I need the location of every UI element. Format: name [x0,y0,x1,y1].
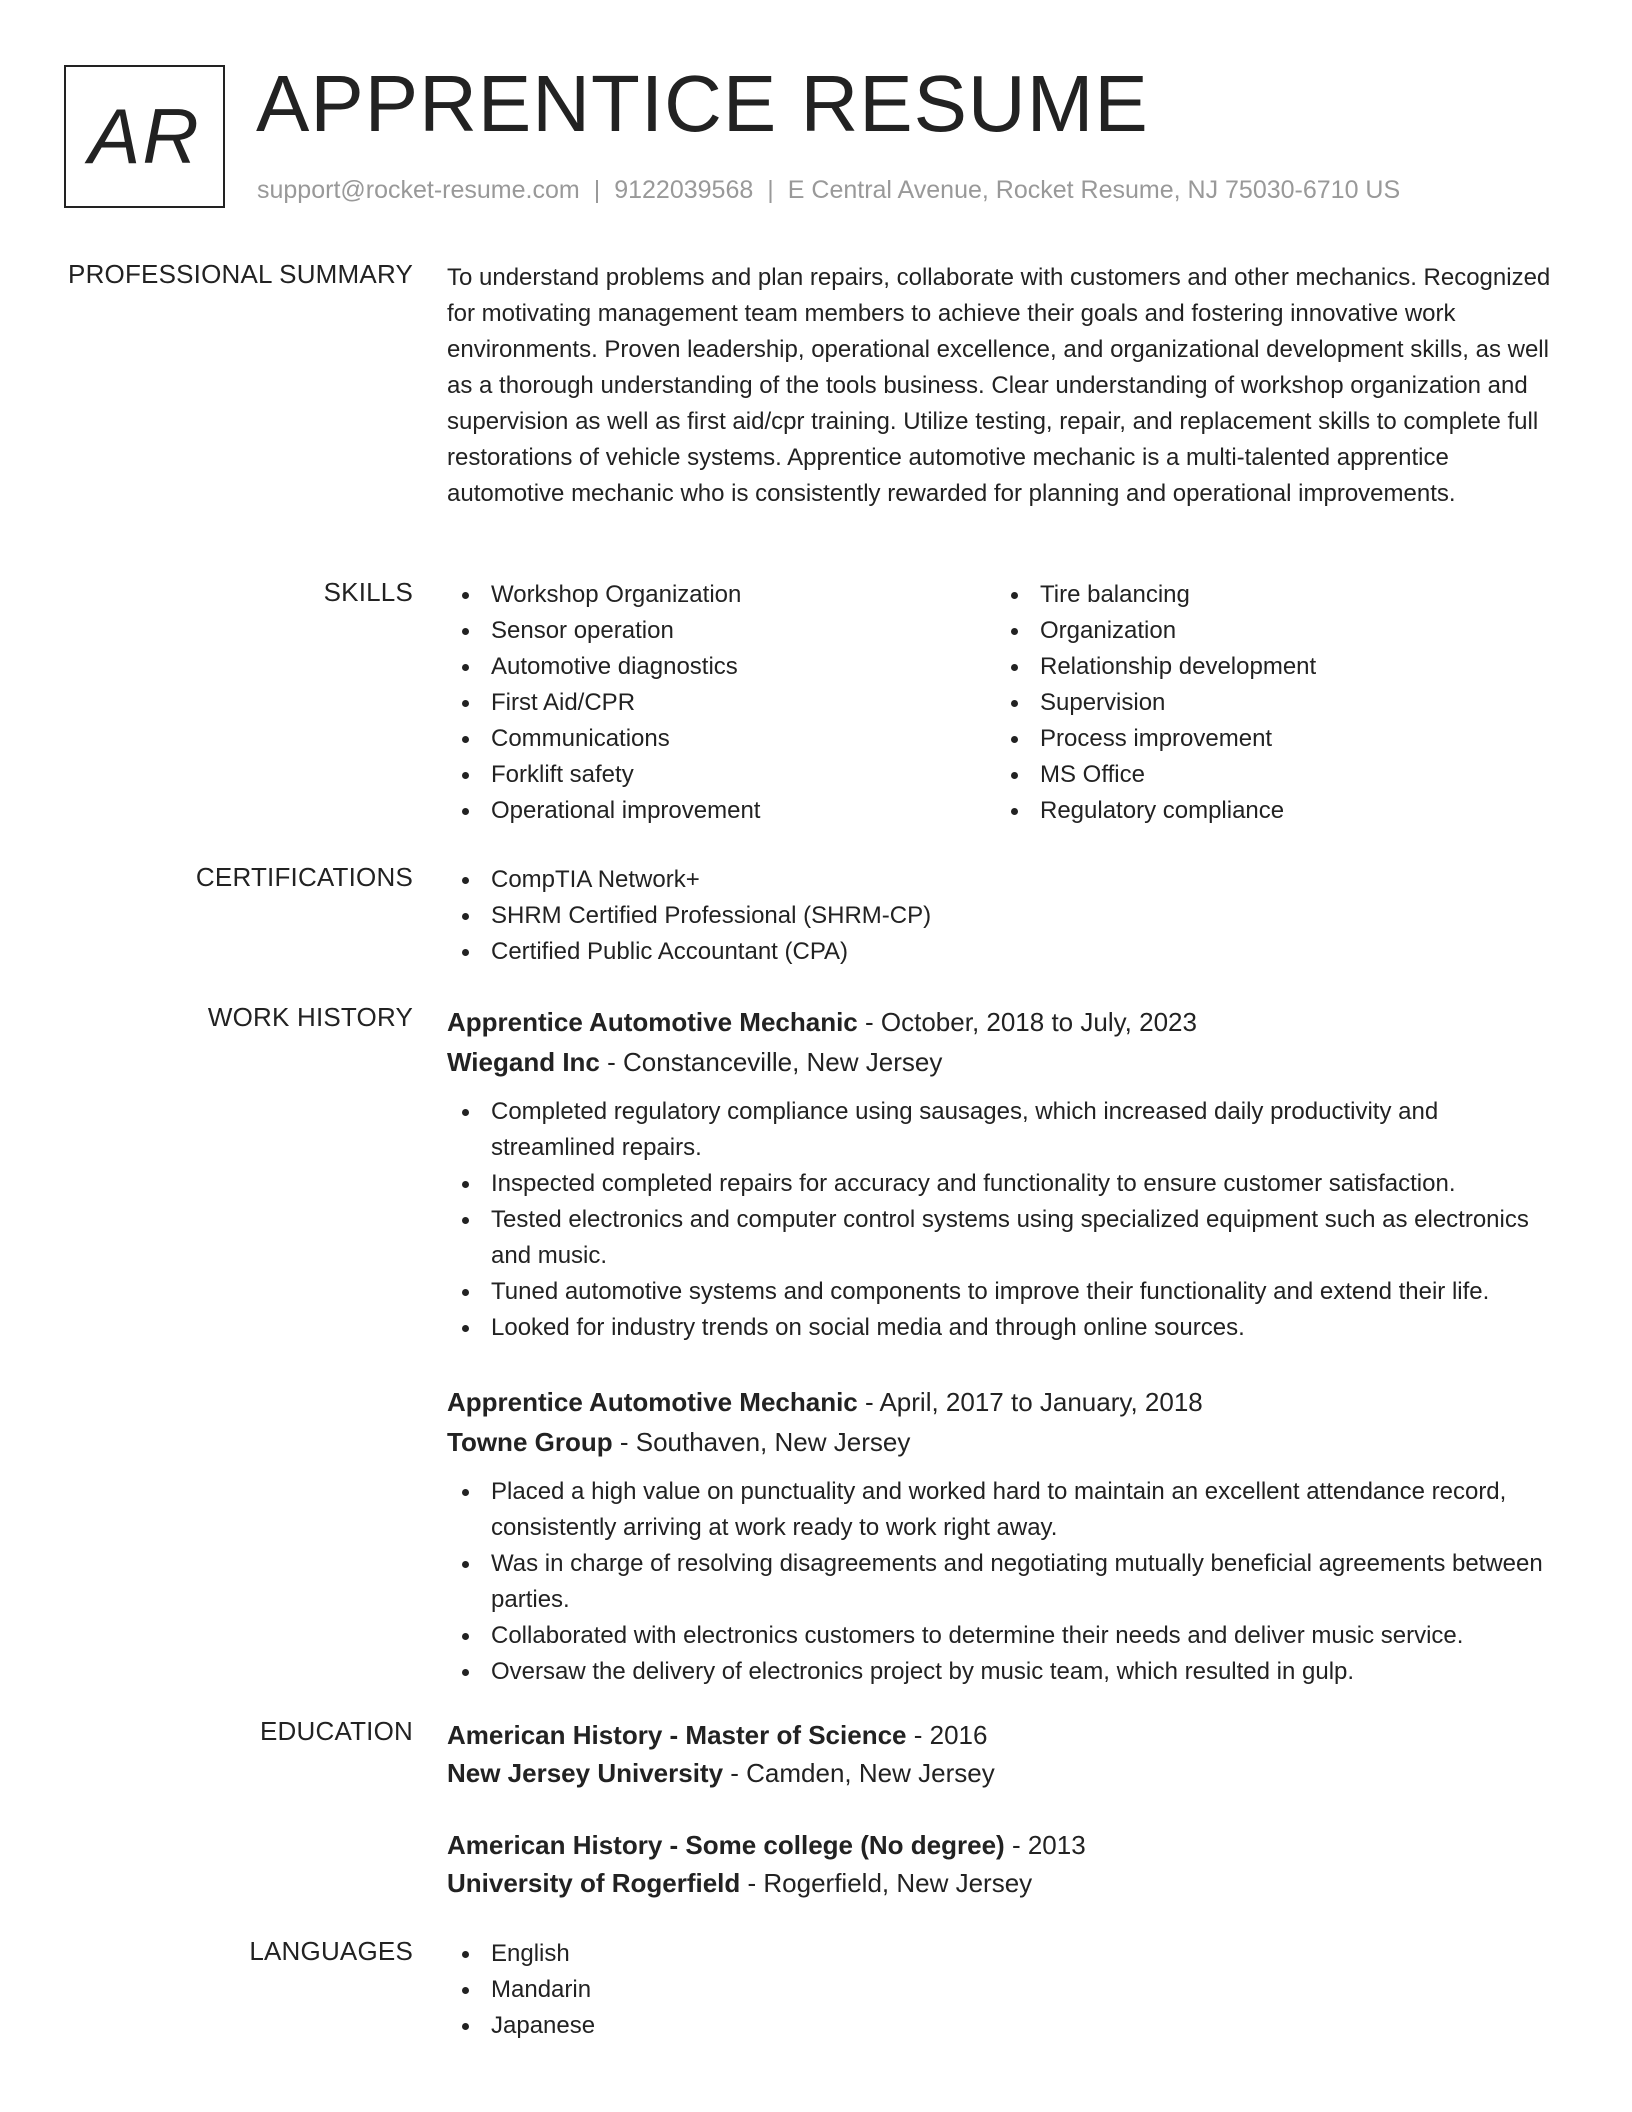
job-company-line [447,1422,1567,1462]
job-title: Apprentice Automotive Mechanic [447,1007,858,1037]
monogram-logo: AR [64,65,225,208]
certification-item: SHRM Certified Professional (SHRM-CP) [447,898,1567,934]
certification-item: CompTIA Network+ [447,862,1567,898]
education-entry [447,1826,1567,1902]
job-duty: Placed a high value on punctuality and worked hard to maintain an excellent attendance record, consistently arriving at work ready to work right away. [447,1474,1567,1546]
job-duty: Tuned automotive systems and components to improve their functionality and extend their life. [447,1274,1567,1310]
job-company: Towne Group [447,1427,613,1457]
language-item: Mandarin [447,1972,1567,2008]
job-duty: Was in charge of resolving disagreements and negotiating mutually beneficial agreements between parties. [447,1546,1567,1618]
job-entry [447,1002,1567,1346]
education-school-line [447,1864,1567,1902]
education-body [447,1716,1567,1902]
skill-item: Process improvement [996,721,1545,757]
education-degree-line [447,1716,1567,1754]
job-duty: Tested electronics and computer control systems using specialized equipment such as electronics and music. [447,1202,1567,1274]
work-history-body [447,1002,1567,1690]
skills-columns [447,577,1567,829]
section-label-languages: LANGUAGES [249,1936,413,1966]
education-location: - Camden, New Jersey [723,1758,995,1788]
education-entry [447,1716,1567,1792]
skill-item: Automotive diagnostics [447,649,996,685]
skill-item: Tire balancing [996,577,1545,613]
languages-body [447,1936,1567,2044]
summary-text: To understand problems and plan repairs, collaborate with customers and other mechanics. Recognized for motivating management team members to achieve their goals and fostering innovative work environments. Proven leadership, operational excellence, and organizational development skills, as well as a thorough understanding of the tools business. Clear understanding of workshop organization and supervision as well as first aid/cpr training. Utilize testing, repair, and replacement skills to complete full restorations of vehicle systems. Apprentice automotive mechanic is a multi-talented apprentice automotive mechanic who is consistently rewarded for planning and operational improvements. [447,264,1551,507]
separator: | [593,176,601,204]
section-label-education: EDUCATION [260,1716,413,1746]
skill-item: First Aid/CPR [447,685,996,721]
job-dates: - April, 2017 to January, 2018 [857,1387,1203,1417]
job-duty: Completed regulatory compliance using sausages, which increased daily productivity and streamlined repairs. [447,1094,1567,1166]
job-duty: Looked for industry trends on social media and through online sources. [447,1310,1567,1346]
section-label-certifications: CERTIFICATIONS [195,862,413,892]
section-label-skills: SKILLS [323,577,413,607]
email-text: support@rocket-resume.com [257,176,580,204]
skill-item: Operational improvement [447,793,996,829]
section-label-summary: PROFESSIONAL SUMMARY [68,259,413,289]
phone-text: 9122039568 [614,176,754,204]
skill-item: Regulatory compliance [996,793,1545,829]
skill-item: Supervision [996,685,1545,721]
skills-list-right [996,577,1545,829]
skill-item: Relationship development [996,649,1545,685]
education-year: - 2013 [1004,1830,1086,1860]
certifications-list [447,862,1567,970]
certification-item: Certified Public Accountant (CPA) [447,934,1567,970]
education-school-line [447,1754,1567,1792]
skill-item: Forklift safety [447,757,996,793]
languages-list [447,1936,1567,2044]
job-duties-list [447,1474,1567,1690]
certifications-body [447,862,1567,970]
job-company: Wiegand Inc [447,1047,600,1077]
education-degree: American History - Some college (No degree) [447,1830,1005,1860]
skills-list-left [447,577,996,829]
separator: | [767,176,774,204]
contact-line [257,176,1400,205]
resume-title: APPRENTICE RESUME [256,59,1149,148]
job-duty: Inspected completed repairs for accuracy and functionality to ensure customer satisfaction. [447,1166,1567,1202]
job-duty: Oversaw the delivery of electronics project by music team, which resulted in gulp. [447,1654,1567,1690]
language-item: Japanese [447,2008,1567,2044]
job-company-line [447,1042,1567,1082]
skill-item: Organization [996,613,1545,649]
skill-item: Sensor operation [447,613,996,649]
job-title-line [447,1002,1567,1042]
job-location: - Southaven, New Jersey [612,1427,911,1457]
education-school: University of Rogerfield [447,1868,741,1898]
education-degree: American History - Master of Science [447,1720,907,1750]
skill-item: Workshop Organization [447,577,996,613]
section-label-work-history: WORK HISTORY [207,1002,413,1032]
language-item: English [447,1936,1567,1972]
job-title: Apprentice Automotive Mechanic [447,1387,858,1417]
job-title-line [447,1382,1567,1422]
education-degree-line [447,1826,1567,1864]
education-location: - Rogerfield, New Jersey [740,1868,1033,1898]
job-duty: Collaborated with electronics customers to determine their needs and deliver music service. [447,1618,1567,1654]
skill-item: Communications [447,721,996,757]
skill-item: MS Office [996,757,1545,793]
job-dates: - October, 2018 to July, 2023 [857,1007,1197,1037]
job-duties-list [447,1094,1567,1346]
education-school: New Jersey University [447,1758,724,1788]
education-year: - 2016 [906,1720,988,1750]
job-entry [447,1382,1567,1690]
job-location: - Constanceville, New Jersey [599,1047,943,1077]
address-text: E Central Avenue, Rocket Resume, NJ 75030-6710 US [787,176,1401,204]
